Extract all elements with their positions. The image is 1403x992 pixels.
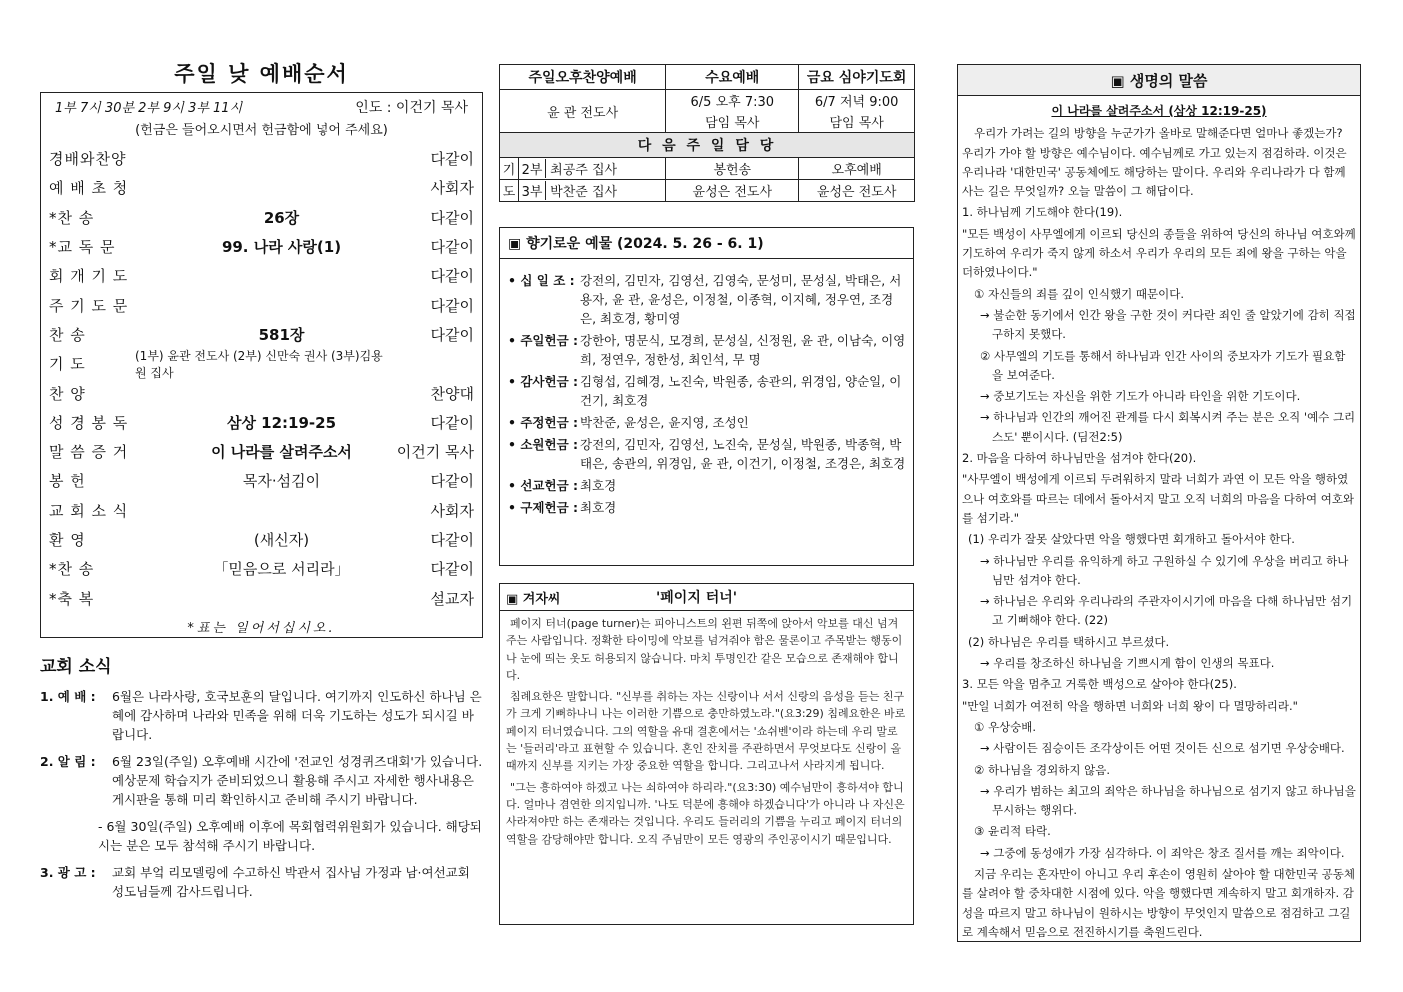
stand-note: *표는 일어서십시오.	[187, 620, 336, 636]
sched-cell: 기	[500, 158, 519, 180]
offering-names: 최호경	[580, 500, 617, 515]
offering-names: 강전의, 김민자, 김영선, 노진숙, 문성실, 박원종, 박종혁, 박태은, 송관의, 위경임, 윤 관, 이건기, 이정철, 조경은, 최호경	[580, 437, 906, 471]
order-item-leader: 이건기 목사	[396, 443, 474, 462]
order-item-leader: 다같이	[430, 296, 474, 315]
word-conclusion: 지금 우리는 혼자만이 아니고 우리 후손이 영원히 살아야 할 대한민국 공동체를 살려야 할 중차대한 시점에 있다. 악을 행했다면 계속하지 말고 회개하자. 감성을 따르지 말고 하나님이 원하시는 방향이 무엇인지 말씀으로 점검하고 그길로 계속해서 믿음으로 전진하시기를 축원드린다.	[962, 866, 1355, 939]
order-item-leader: 사회자	[430, 179, 474, 198]
order-row	[49, 466, 474, 495]
news-item: 3. 광 고 : 교회 부엌 리모델링에 수고하신 박관서 집사님 가정과 남·여선교회 성도님들께 감사드립니다.	[40, 865, 470, 899]
offering-item	[508, 372, 907, 410]
sub-point: → 하나님과 인간의 깨어진 관계를 다시 회복시켜 주는 분은 오직 '예수 그리스도' 뿐이시다. (딤전2:5)	[980, 410, 1356, 444]
order-item-name: 교 회 소 식	[49, 501, 129, 520]
worship-order-section	[40, 58, 483, 909]
sched-header: 수요예배	[666, 65, 799, 90]
offering-label: • 십 일 조 :	[508, 273, 575, 288]
order-item-leader: 다같이	[430, 560, 474, 579]
offering-label: • 주정헌금 :	[508, 415, 578, 430]
news-item: 1. 예 배 : 6월은 나라사랑, 호국보훈의 달입니다. 여기까지 인도하신 하나님 은혜에 감사하며 나라와 민족을 위해 더욱 기도하는 성도가 되시길 바랍니다.	[40, 689, 482, 742]
order-row	[49, 583, 474, 612]
sched-cell: 오후예배	[799, 158, 915, 180]
order-item-name: *찬 송	[49, 208, 95, 227]
sub-point: → 우리가 범하는 최고의 죄악은 하나님을 하나님으로 섬기지 않고 하나님을 무시하는 행위다.	[980, 783, 1356, 818]
mustard-title: '페이지 터너'	[656, 590, 738, 606]
order-item-name: 주 기 도 문	[49, 296, 129, 315]
order-row	[49, 554, 474, 583]
order-item-name: *교 독 문	[49, 238, 116, 257]
order-row	[49, 261, 474, 290]
mustard-tag: ▣ 겨자씨	[506, 591, 561, 607]
order-row	[49, 232, 474, 261]
mustard-paragraph: "그는 흥하여야 하겠고 나는 쇠하여야 하리라."(요3:30) 예수님만이 흥하셔야 합니다. 얼마나 겸연한 의지입니까. '나도 덕분에 흥해야 하겠습니다'가 아니라 나 자신은 사라져야만 하는 존재라는 것입니다. 우리도 들러리의 기쁨을 누리고 페이지 터너의 역할을 감당해야만 합니다. 오직 주님만이 모든 영광의 주인공이시기 때문입니다.	[506, 780, 905, 846]
mustard-header	[500, 584, 913, 611]
order-rows	[49, 144, 474, 613]
sched-cell: 6/5 오후 7:30	[666, 90, 799, 112]
sub-point: ③ 윤리적 타락.	[974, 824, 1051, 839]
order-row	[49, 496, 474, 525]
word-of-life-box	[957, 64, 1361, 942]
offering-label: • 주일헌금 :	[508, 333, 578, 348]
sub-point: ① 우상숭배.	[974, 719, 1037, 734]
offering-label: • 구제헌금 :	[508, 500, 578, 515]
order-row	[49, 378, 474, 407]
offering-item	[508, 331, 907, 369]
sched-cell: 봉헌송	[666, 158, 799, 180]
offering-label: • 선교헌금 :	[508, 478, 578, 493]
order-item-name: 찬 송	[49, 325, 86, 344]
scripture-quote: "모든 백성이 사무엘에게 이르되 당신의 종들을 위하여 당신의 하나님 여호와께 기도하여 우리가 죽지 않게 하소서 우리가 우리의 모든 죄에 왕을 구하는 악을 더하였나이다."	[962, 226, 1356, 280]
order-item-name: 말 씀 증 거	[49, 443, 129, 462]
offering-item	[508, 413, 907, 432]
order-item-leader: 다같이	[430, 208, 474, 227]
service-times: 1부 7시 30분 2부 9시 3부 11시	[55, 101, 243, 116]
order-item-content: 99. 나라 사랑(1)	[221, 238, 342, 257]
offering-names: 강전의, 김민자, 김영선, 김영숙, 문성미, 문성실, 박태은, 서용자, 윤 관, 윤성은, 이정철, 이종혁, 이지혜, 정우연, 조경은, 최호경, 황미영	[580, 273, 902, 326]
order-item-leader: 다같이	[430, 413, 474, 432]
order-row	[49, 320, 474, 349]
word-intro: 우리가 가려는 길의 방향을 누군가가 올바로 말해준다면 얼마나 좋겠는가? 우리가 가야 할 방향은 예수님이다. 예수님께로 가고 있는지 점검하라. 이것은 우리나라 '대한민국' 공동체에도 해당하는 말이다. 우리와 우리나라가 다 함께 사는 길은 무엇일까? 오늘 말씀이 그 해답이다.	[962, 126, 1347, 199]
word-body	[958, 96, 1360, 942]
sub-point: ① 자신들의 죄를 깊이 인식했기 때문이다.	[974, 286, 1184, 301]
sub-point: ② 사무엘의 기도를 통해서 하나님과 인간 사이의 중보자가 기도가 필요함을 보여준다.	[980, 348, 1346, 382]
order-item-name: 찬 양	[49, 384, 86, 403]
mustard-paragraph: 페이지 터너(page turner)는 피아니스트의 왼편 뒤쪽에 앉아서 악보를 대신 넘겨주는 사람입니다. 정확한 타이밍에 악보를 넘겨줘야 함은 물론이고 주목받는 행동이나 눈에 띄는 옷도 허용되지 않습니다. 마치 투명인간 같은 모습으로 존재해야 합니다.	[506, 617, 903, 682]
sub-point: (2) 하나님은 우리를 택하시고 부르셨다.	[968, 634, 1170, 649]
mustard-seed-box	[499, 583, 914, 925]
point-heading: 2. 마음을 다하여 하나님만을 섬겨야 한다(20).	[962, 451, 1197, 466]
order-item-name: 회 개 기 도	[49, 267, 129, 286]
sub-point: → 불순한 동기에서 인간 왕을 구한 것이 커다란 죄인 줄 알았기에 감히 직접 구하지 못했다.	[980, 307, 1356, 342]
order-item-content: 이 나라를 살려주소서	[211, 443, 352, 462]
order-item-leader: 다같이	[430, 238, 474, 257]
offering-names: 김형섭, 김혜경, 노진숙, 박원종, 송관의, 위경임, 양순일, 이건기, 최호경	[580, 374, 902, 408]
order-item-leader: 사회자	[430, 501, 474, 520]
offering-item	[508, 435, 907, 473]
order-row	[49, 408, 474, 437]
offering-label: • 소원헌금 :	[508, 437, 578, 452]
sched-cell: 담임 목사	[666, 111, 799, 133]
sched-header: 금요 심야기도회	[799, 65, 915, 90]
order-item-leader: 다같이	[430, 150, 474, 169]
news-sub-item: - 6월 30일(주일) 오후예배 이후에 목회협력위원회가 있습니다. 해당되시는 분은 모두 참석해 주시기 바랍니다.	[98, 819, 482, 853]
order-item-content: (1부) 윤관 전도사 (2부) 신만숙 권사 (3부)김용원 집사	[135, 348, 383, 380]
order-row	[49, 525, 474, 554]
order-item-name: *찬 송	[49, 560, 95, 579]
offering-item	[508, 498, 907, 517]
order-item-name: 기 도	[49, 355, 86, 374]
order-row	[49, 173, 474, 202]
offering-label: • 감사헌금 :	[508, 374, 578, 389]
sub-point: → 하나님은 우리와 우리나라의 주관자이시기에 마음을 다해 하나님만 섬기고 기뻐해야 한다. (22)	[980, 594, 1353, 628]
scripture-quote: "만일 너희가 여전히 악을 행하면 너희와 너희 왕이 다 멸망하리라."	[962, 698, 1298, 713]
order-item-content: 581장	[258, 325, 305, 344]
sched-cell: 도	[500, 180, 519, 202]
order-item-content: 26장	[263, 208, 300, 227]
schedule-table	[499, 64, 915, 202]
word-title: ▣ 생명의 말씀	[958, 65, 1360, 96]
order-item-content: 목자·섬김이	[242, 472, 321, 491]
order-item-name: 환 영	[49, 531, 86, 549]
order-item-leader: 다같이	[430, 531, 474, 549]
point-heading: 3. 모든 악을 멈추고 거룩한 백성으로 살아야 한다(25).	[962, 677, 1237, 692]
sched-header: 주일오후찬양예배	[500, 65, 666, 90]
sub-point: → 그중에 동성애가 가장 심각하다. 이 죄악은 창조 질서를 깨는 죄악이다.	[980, 845, 1345, 860]
order-item-leader: 다같이	[430, 267, 474, 286]
order-item-leader: 찬양대	[430, 384, 474, 403]
sub-point: (1) 우리가 잘못 살았다면 악을 행했다면 회개하고 돌아서야 한다.	[968, 532, 1295, 547]
sched-cell: 3부 박찬준 집사	[519, 180, 666, 202]
church-news-title: 교회 소식	[40, 657, 112, 677]
sub-point: → 중보기도는 자신을 위한 기도가 아니라 타인을 위한 기도이다.	[980, 389, 1301, 404]
worship-order-box	[40, 92, 483, 638]
offering-item	[508, 476, 907, 495]
offering-names: 박찬준, 윤성은, 윤지영, 조성인	[580, 415, 749, 430]
sched-cell: 윤성은 전도사	[666, 180, 799, 202]
order-item-name: 예 배 초 청	[49, 179, 129, 198]
sched-cell: 담임 목사	[799, 111, 915, 133]
sermon-subtitle: 이 나라를 살려주소서 (삼상 12:19-25)	[1051, 104, 1267, 118]
order-item-name: 봉 헌	[49, 472, 86, 491]
order-item-leader: 다같이	[430, 325, 474, 344]
order-item-name: 성 경 봉 독	[49, 413, 129, 432]
scripture-quote: "사무엘이 백성에게 이르되 두려워하지 말라 너희가 과연 이 모든 악을 행하였으나 여호와를 따르는 데에서 돌아서지 말고 오직 너희의 마음을 다하여 여호와를 섬기라."	[962, 472, 1355, 525]
order-item-name: *축 복	[49, 589, 95, 608]
news-item: 2. 알 림 : 6월 23일(주일) 오후예배 시간에 '전교인 성경퀴즈대회'가 있습니다. 예상문제 학습지가 준비되었으니 활용해 주시고 자세한 행사내용은 게시판을 통해 미리 확인하시고 준비해 주시기 바랍니다.	[40, 754, 483, 807]
mustard-body	[500, 611, 913, 856]
offering-note: (헌금은 들어오시면서 헌금함에 넣어 주세요)	[135, 123, 388, 138]
offerings-box	[499, 227, 914, 566]
page-title: 주일 낮 예배순서	[174, 62, 349, 86]
sched-cell: 6/7 저녁 9:00	[799, 90, 915, 112]
order-row	[49, 144, 474, 173]
sub-point: → 사람이든 짐승이든 조각상이든 어떤 것이든 신으로 섬기면 우상숭배다.	[980, 741, 1345, 756]
order-item-content: (새신자)	[253, 531, 310, 549]
offerings-title: ▣ 향기로운 예물 (2024. 5. 26 - 6. 1)	[500, 228, 913, 259]
order-row	[49, 290, 474, 319]
mustard-paragraph: 침례요한은 말합니다. "신부를 취하는 자는 신랑이나 서서 신랑의 음성을 듣는 친구가 크게 기뻐하나니 나는 이러한 기쁨으로 충만하였노라."(요3:29) 침례요한은 바로 페이지 터너였습니다. 그의 역할을 유대 결혼에서는 '쇼쉬벤'이라 하는데 우리 말로는 '들러리'라고 표현할 수 있습니다. 혼인 잔치를 주관하면서 무엇보다도 신랑이 올 때까지 신부를 지키는 가장 중요한 역할을 합니다. 그리고나서 사라지게 됩니다.	[506, 690, 906, 773]
next-week-title: 다 음 주 일 담 당	[500, 133, 915, 158]
order-item-content: 「믿음으로 서리라」	[213, 560, 350, 579]
order-row	[49, 349, 474, 378]
order-row	[49, 437, 474, 466]
sub-point: → 하나님만 우리를 유익하게 하고 구원하실 수 있기에 우상을 버리고 하나님만 섬겨야 한다.	[980, 553, 1349, 587]
offering-item	[508, 271, 907, 328]
sched-cell: 윤 관 전도사	[500, 90, 666, 133]
offering-names: 최호경	[580, 478, 617, 493]
order-item-content: 삼상 12:19-25	[226, 413, 337, 432]
service-leader: 인도 : 이건기 목사	[355, 100, 468, 116]
order-item-name: 경배와찬양	[49, 150, 127, 169]
sub-point: ② 하나님을 경외하지 않음.	[974, 762, 1111, 777]
sched-cell: 2부 최공주 집사	[519, 158, 666, 180]
order-item-leader: 설교자	[430, 589, 474, 608]
offering-names: 강한아, 명문식, 모경희, 문성실, 신정원, 윤 관, 이남숙, 이영희, 정연우, 정한성, 최인석, 무 명	[580, 333, 906, 367]
sub-point: → 우리를 창조하신 하나님을 기쁘시게 함이 인생의 목표다.	[980, 656, 1275, 671]
order-row	[49, 203, 474, 232]
order-header	[49, 97, 474, 117]
sched-cell: 윤성은 전도사	[799, 180, 915, 202]
point-heading: 1. 하나님께 기도해야 한다(19).	[962, 205, 1123, 220]
offerings-list	[500, 259, 913, 517]
order-item-leader: 다같이	[430, 472, 474, 491]
